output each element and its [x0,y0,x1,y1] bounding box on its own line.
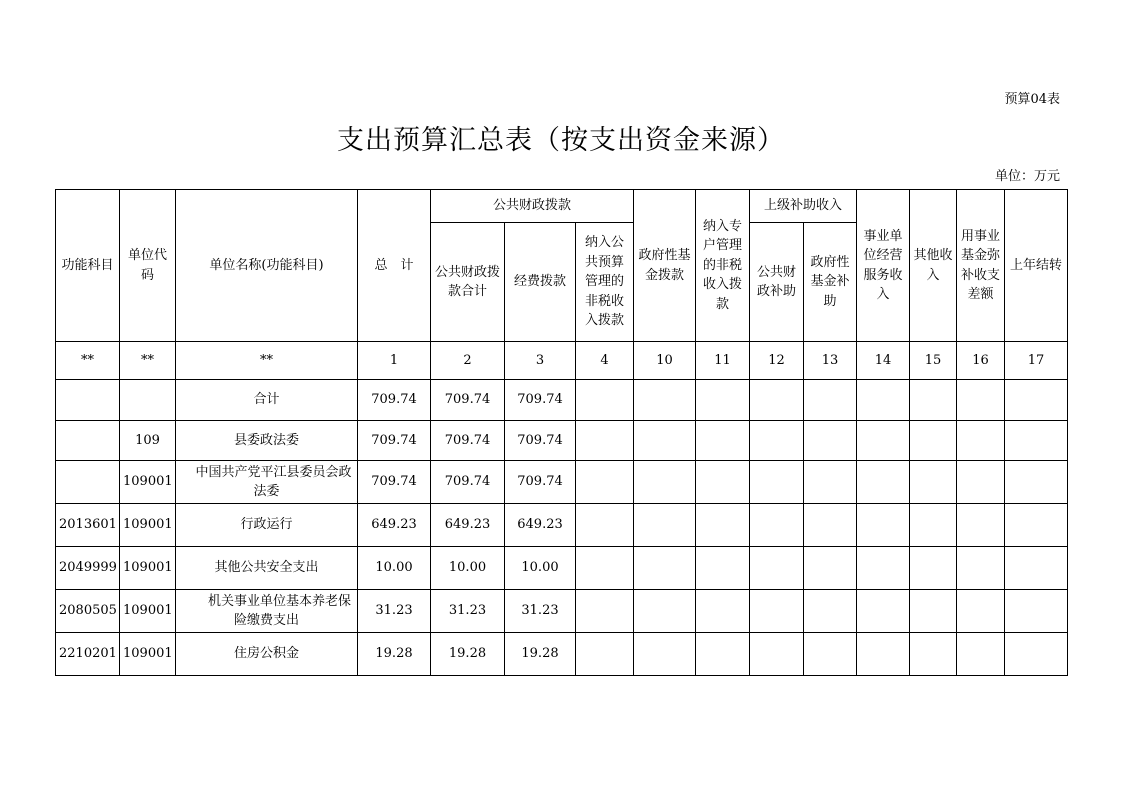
func-code-cell [56,380,120,421]
pf-expense-cell: 19.28 [505,633,576,676]
func-code-cell [56,421,120,461]
header-business-income: 事业单位经营服务收入 [857,190,910,342]
index-row [56,342,1068,380]
total-cell: 709.74 [358,421,431,461]
index-cell: ** [56,342,120,380]
pf-expense-cell: 10.00 [505,547,576,590]
unit-name-text: 中国共产党平江县委员会政法委 [195,464,352,499]
header-func-subject: 功能科目 [56,190,120,342]
header-carryover: 上年结转 [1005,190,1068,342]
total-cell: 19.28 [358,633,431,676]
table-row [56,590,1068,633]
unit-name-text: 机关事业单位基本养老保险缴费支出 [207,593,351,628]
func-code-cell [56,461,120,504]
total-cell: 10.00 [358,547,431,590]
header-special-nontax: 纳入专户管理的非税收入拨款 [696,190,750,342]
table-row [56,504,1068,547]
pf-total-cell: 709.74 [431,421,505,461]
unit-name-cell [176,590,358,633]
index-cell: 13 [804,342,857,380]
budget-table [55,189,1068,676]
header-pf-total: 公共财政拨款合计 [431,223,505,342]
header-fund-supplement: 用事业基金弥补收支差额 [957,190,1005,342]
unit-code-cell [120,380,176,421]
header-other-income: 其他收入 [910,190,957,342]
header-gov-fund: 政府性基金拨款 [634,190,696,342]
unit-name-cell: 住房公积金 [176,633,358,676]
page-title: 支出预算汇总表（按支出资金来源） [337,125,785,156]
unit-code-cell: 109001 [120,633,176,676]
pf-expense-cell: 649.23 [505,504,576,547]
table-row [56,461,1068,504]
pf-expense-cell: 31.23 [505,590,576,633]
unit-code-cell: 109001 [120,547,176,590]
header-unit-code: 单位代码 [120,190,176,342]
index-cell: 15 [910,342,957,380]
pf-total-cell: 31.23 [431,590,505,633]
table-row [56,380,1068,421]
func-code-cell: 2049999 [56,547,120,590]
header-sup-public: 公共财政补助 [750,223,804,342]
pf-total-cell: 10.00 [431,547,505,590]
unit-name-cell: 合计 [176,380,358,421]
index-cell: 3 [505,342,576,380]
index-cell: ** [176,342,358,380]
pf-expense-cell: 709.74 [505,380,576,421]
total-cell: 709.74 [358,461,431,504]
pf-expense-cell: 709.74 [505,421,576,461]
pf-total-cell: 19.28 [431,633,505,676]
index-cell: 11 [696,342,750,380]
table-row [56,547,1068,590]
index-cell: 17 [1005,342,1068,380]
total-cell: 709.74 [358,380,431,421]
unit-name-cell: 行政运行 [176,504,358,547]
pf-expense-cell: 709.74 [505,461,576,504]
form-number: 预算04表 [1004,92,1060,107]
index-cell: ** [120,342,176,380]
total-cell: 649.23 [358,504,431,547]
header-superior-subsidy: 上级补助收入 [750,190,857,223]
unit-code-cell: 109 [120,421,176,461]
pf-total-cell: 709.74 [431,380,505,421]
func-code-cell: 2013601 [56,504,120,547]
index-cell: 10 [634,342,696,380]
index-cell: 16 [957,342,1005,380]
unit-name-cell [176,461,358,504]
unit-name-cell: 县委政法委 [176,421,358,461]
header-public-finance: 公共财政拨款 [431,190,634,223]
index-cell: 2 [431,342,505,380]
index-cell: 4 [576,342,634,380]
index-cell: 14 [857,342,910,380]
pf-total-cell: 649.23 [431,504,505,547]
header-unit-name: 单位名称(功能科目) [176,190,358,342]
header-pf-nontax: 纳入公共预算管理的非税收入拨款 [576,223,634,342]
unit-name-cell: 其他公共安全支出 [176,547,358,590]
header-pf-expense: 经费拨款 [505,223,576,342]
header-sup-gov-fund: 政府性基金补助 [804,223,857,342]
pf-total-cell: 709.74 [431,461,505,504]
unit-code-cell: 109001 [120,461,176,504]
unit-code-cell: 109001 [120,504,176,547]
unit-code-cell: 109001 [120,590,176,633]
total-cell: 31.23 [358,590,431,633]
table-row [56,633,1068,676]
func-code-cell: 2080505 [56,590,120,633]
unit-label: 单位：万元 [994,169,1060,184]
index-cell: 1 [358,342,431,380]
func-code-cell: 2210201 [56,633,120,676]
table-row [56,421,1068,461]
index-cell: 12 [750,342,804,380]
header-total: 总 计 [358,190,431,342]
